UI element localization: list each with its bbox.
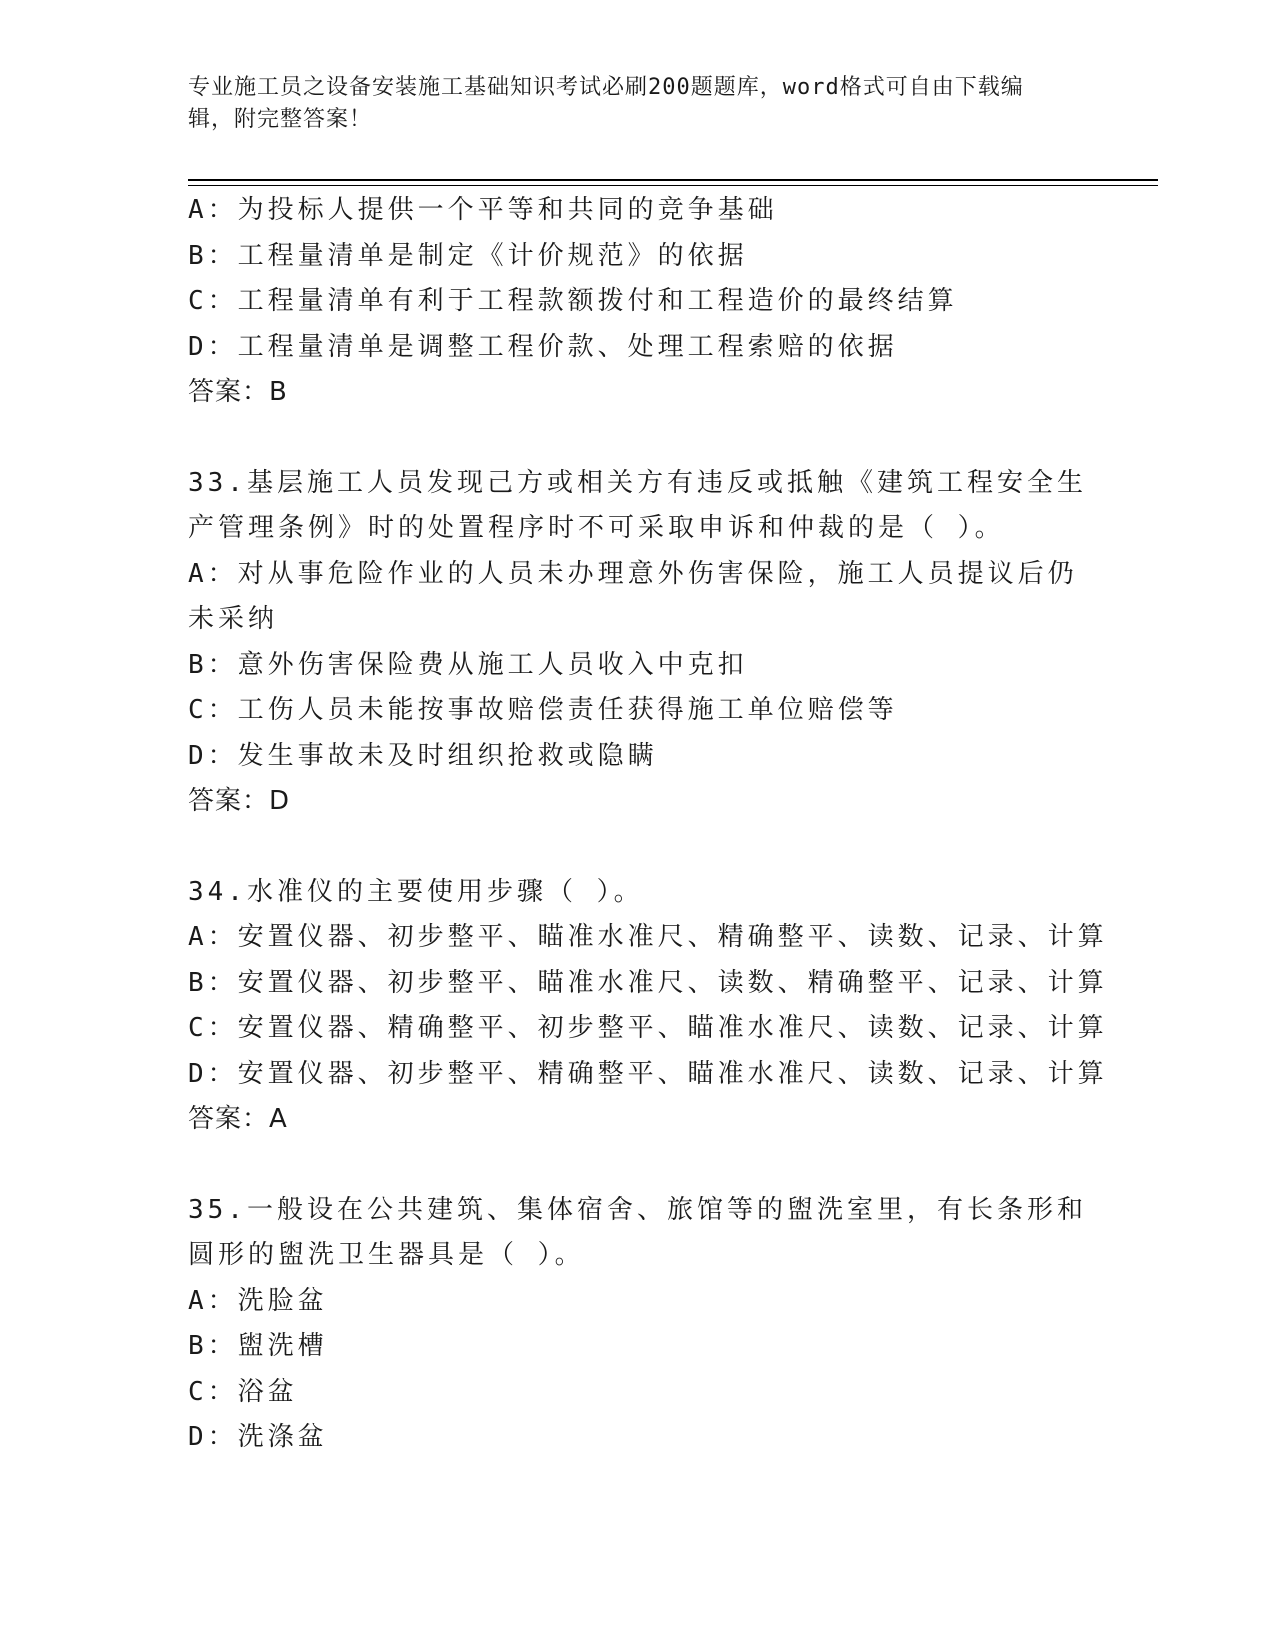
question-32 xyxy=(188,188,1088,416)
option-text: 浴盆 xyxy=(237,1376,298,1407)
option-letter: C： xyxy=(188,1013,238,1043)
option-letter: A： xyxy=(188,195,238,225)
option-letter: B： xyxy=(188,649,238,680)
option-text: 意外伤害保险费从施工人员收入中克扣 xyxy=(237,649,748,680)
option-b xyxy=(188,1324,1088,1370)
option-text: 工程量清单是制定《计价规范》的依据 xyxy=(237,240,748,271)
document-header: 专业施工员之设备安装施工基础知识考试必刷200题题库，word格式可自由下载编辑，附完整答案！ xyxy=(188,75,1024,132)
option-text: 工程量清单有利于工程款额拨付和工程造价的最终结算 xyxy=(237,286,958,316)
option-text: 发生事故未及时组织抢救或隐瞒 xyxy=(237,740,658,771)
header-rule-thin xyxy=(188,185,1158,186)
option-c xyxy=(188,1370,1088,1416)
option-text: 洗涤盆 xyxy=(237,1422,328,1452)
option-c xyxy=(188,688,1088,734)
question-35 xyxy=(188,1188,1088,1461)
option-text: 工程量清单是调整工程价款、处理工程索赔的依据 xyxy=(237,331,898,362)
option-c xyxy=(188,279,1088,325)
option-letter: B： xyxy=(188,240,238,271)
spacer xyxy=(188,825,1088,870)
option-letter: A： xyxy=(188,1285,238,1316)
option-b xyxy=(188,234,1088,280)
question-stem: 33.基层施工人员发现己方或相关方有违反或抵触《建筑工程安全生产管理条例》时的处置程序时不可采取申诉和仲裁的是（ ）。 xyxy=(188,467,1087,543)
spacer xyxy=(188,416,1088,461)
option-text: 安置仪器、初步整平、瞄准水准尺、读数、精确整平、记录、计算 xyxy=(237,967,1108,998)
question-stem: 34.水准仪的主要使用步骤（ ）。 xyxy=(188,876,644,907)
option-letter: C： xyxy=(188,286,238,316)
option-text: 为投标人提供一个平等和共同的竞争基础 xyxy=(237,195,778,225)
question-34 xyxy=(188,870,1108,1143)
option-d xyxy=(188,1052,1108,1098)
option-letter: B： xyxy=(188,1331,238,1361)
option-letter: A： xyxy=(188,922,238,952)
option-text: 工伤人员未能按事故赔偿责任获得施工单位赔偿等 xyxy=(237,695,898,725)
question-content xyxy=(188,188,1108,1461)
option-letter: D： xyxy=(188,1058,238,1089)
question-stem: 35.一般设在公共建筑、集体宿舍、旅馆等的盥洗室里，有长条形和圆形的盥洗卫生器具是（ ）。 xyxy=(188,1194,1087,1270)
option-d xyxy=(188,734,1088,780)
option-letter: D： xyxy=(188,331,238,362)
option-letter: D： xyxy=(188,1422,238,1452)
answer: 答案：B xyxy=(188,377,288,407)
option-text: 盥洗槽 xyxy=(237,1331,328,1361)
option-a xyxy=(188,915,1108,961)
option-b xyxy=(188,961,1108,1007)
option-letter: C： xyxy=(188,695,238,725)
option-text: 对从事危险作业的人员未办理意外伤害保险，施工人员提议后仍未采纳 xyxy=(188,558,1078,634)
option-letter: C： xyxy=(188,1376,238,1407)
question-33 xyxy=(188,461,1088,825)
header-rule-thick xyxy=(188,179,1158,181)
answer: 答案：A xyxy=(188,1104,288,1134)
option-d xyxy=(188,325,1088,371)
option-d xyxy=(188,1415,1088,1461)
option-letter: B： xyxy=(188,967,238,998)
option-b xyxy=(188,643,1088,689)
option-text: 安置仪器、初步整平、精确整平、瞄准水准尺、读数、记录、计算 xyxy=(237,1058,1108,1089)
option-a xyxy=(188,188,1088,234)
option-text: 洗脸盆 xyxy=(237,1285,328,1316)
option-a xyxy=(188,1279,1088,1325)
option-c xyxy=(188,1006,1108,1052)
option-letter: A： xyxy=(188,558,238,589)
option-a xyxy=(188,552,1088,643)
spacer xyxy=(188,1143,1088,1188)
option-text: 安置仪器、初步整平、瞄准水准尺、精确整平、读数、记录、计算 xyxy=(237,922,1108,952)
answer: 答案：D xyxy=(188,786,291,816)
option-text: 安置仪器、精确整平、初步整平、瞄准水准尺、读数、记录、计算 xyxy=(237,1013,1108,1043)
option-letter: D： xyxy=(188,740,238,771)
